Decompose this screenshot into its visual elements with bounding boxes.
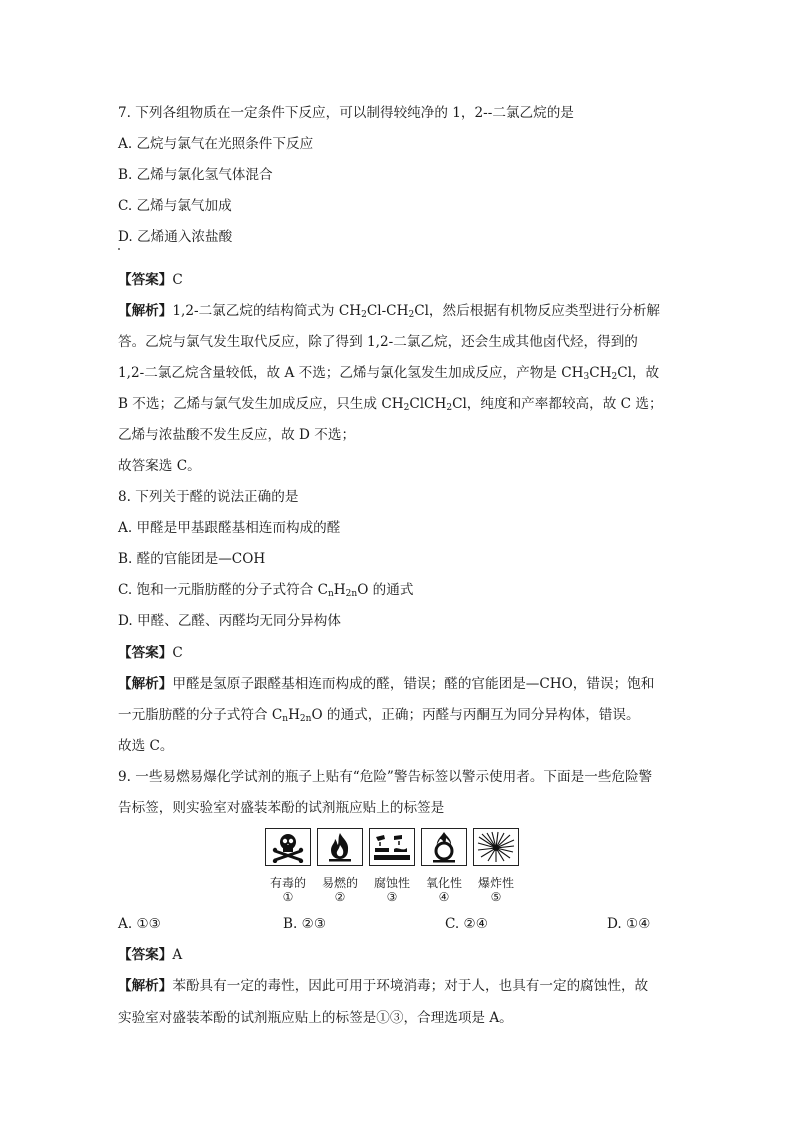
answer-value: C <box>172 645 183 661</box>
corrosion-icon <box>372 831 412 863</box>
explosion-icon <box>476 831 516 863</box>
analysis-text: 苯酚具有一定的毒性，因此可用于环境消毒；对于人，也具有一定的腐蚀性，故 <box>172 978 649 994</box>
skull-crossbones-icon <box>269 831 307 863</box>
q8-option-d: D. 甲醛、乙醛、丙醛均无同分异构体 <box>118 613 341 629</box>
hazard-num-3: ③ <box>386 890 398 904</box>
q9-choice-b: B. ②③ <box>283 916 327 932</box>
q7-analysis-line-4: B 不选；乙烯与氯气发生加成反应，只生成 $CH_2ClCH_2Cl$，纯度和产率都较高，故 C 选； <box>118 396 663 413</box>
answer-value: A <box>172 947 183 963</box>
q9-choice-a: A. ①③ <box>118 916 161 932</box>
q7-analysis-line-2: 答。乙烷与氯气发生取代反应，除了得到 1,2-二氯乙烷，还会生成其他卤代烃，得到的 <box>118 334 638 350</box>
q8-option-a: A. 甲醛是甲基跟醛基相连而构成的醛 <box>118 520 341 536</box>
answer-value: C <box>172 272 183 288</box>
hazard-label-toxic: 有毒的 <box>269 876 306 890</box>
stray-mark <box>118 248 120 250</box>
q9-choice-c: C. ②④ <box>445 916 488 932</box>
q8-analysis-line-2: 一元脂肪醛的分子式符合 $C_nH_{2n}O$ 的通式，正确；丙醛与丙酮互为同分异构体，错误。 <box>118 707 640 724</box>
q8-option-b: B. 醛的官能团是—COH <box>118 551 266 567</box>
q7-analysis-line-5: 乙烯与浓盐酸不发生反应，故 D 不选； <box>118 427 356 443</box>
q9-analysis-line-1 <box>118 976 648 996</box>
analysis-label: 【解析】 <box>118 676 173 692</box>
q7-option-d: D. 乙烯通入浓盐酸 <box>118 229 233 245</box>
q9-stem-line-2: 告标签，则实验室对盛装苯酚的试剂瓶应贴上的标签是 <box>118 800 445 816</box>
hazard-label-explosive: 爆炸性 <box>477 876 514 890</box>
q7-stem: 7. 下列各组物质在一定条件下反应，可以制得较纯净的 1，2--二氯乙烷的是 <box>118 105 574 121</box>
analysis-label: 【解析】 <box>118 303 173 319</box>
hazard-label-flammable: 易燃的 <box>321 876 358 890</box>
q7-analysis-line-1 <box>118 301 660 321</box>
analysis-label: 【解析】 <box>118 978 173 994</box>
q7-option-a: A. 乙烷与氯气在光照条件下反应 <box>118 136 314 152</box>
hazard-box-corrosive <box>369 828 415 866</box>
q9-analysis-line-2: 实验室对盛装苯酚的试剂瓶应贴上的标签是①③，合理选项是 A。 <box>118 1010 513 1026</box>
hazard-num-5: ⑤ <box>490 890 502 904</box>
q8-analysis-line-1 <box>118 674 654 694</box>
answer-label: 【答案】 <box>118 947 173 963</box>
analysis-text: 甲醛是氢原子跟醛基相连而构成的醛，错误；醛的官能团是—CHO，错误；饱和 <box>172 676 655 692</box>
q7-option-c: C. 乙烯与氯气加成 <box>118 198 232 214</box>
answer-label: 【答案】 <box>118 272 173 288</box>
analysis-text: 1,2-二氯乙烷的结构简式为 $CH_2Cl-CH_2Cl$，然后根据有机物反应类型进行分析解 <box>172 303 661 320</box>
q8-option-c: C. 饱和一元脂肪醛的分子式符合 $C_nH_{2n}O$ 的通式 <box>118 582 414 599</box>
q7-option-b: B. 乙烯与氯化氢气体混合 <box>118 167 273 183</box>
q9-choice-d: D. ①④ <box>607 916 651 932</box>
flame-over-circle-icon <box>425 831 463 863</box>
hazard-box-explosive <box>473 828 519 866</box>
q8-stem: 8. 下列关于醛的说法正确的是 <box>118 489 299 505</box>
q7-conclusion: 故答案选 C。 <box>118 458 201 474</box>
answer-label: 【答案】 <box>118 645 173 661</box>
q9-stem-line-1: 9. 一些易燃易爆化学试剂的瓶子上贴有“危险”警告标签以警示使用者。下面是一些危险警 <box>118 769 653 785</box>
q7-analysis-line-3: 1,2-二氯乙烷含量较低，故 A 不选；乙烯与氯化氢发生加成反应，产物是 $CH_3CH_2Cl$，故 <box>118 365 660 382</box>
q9-answer <box>118 945 182 965</box>
q8-answer <box>118 643 183 663</box>
q7-answer <box>118 270 183 290</box>
hazard-box-oxidizing <box>421 828 467 866</box>
flame-icon <box>321 831 359 863</box>
hazard-num-4: ④ <box>438 890 450 904</box>
hazard-box-flammable <box>317 828 363 866</box>
hazard-box-toxic <box>265 828 311 866</box>
hazard-label-oxidizing: 氧化性 <box>425 876 462 890</box>
hazard-num-1: ① <box>282 890 294 904</box>
hazard-label-corrosive: 腐蚀性 <box>373 876 410 890</box>
hazard-num-2: ② <box>334 890 346 904</box>
q8-conclusion: 故选 C。 <box>118 738 174 754</box>
